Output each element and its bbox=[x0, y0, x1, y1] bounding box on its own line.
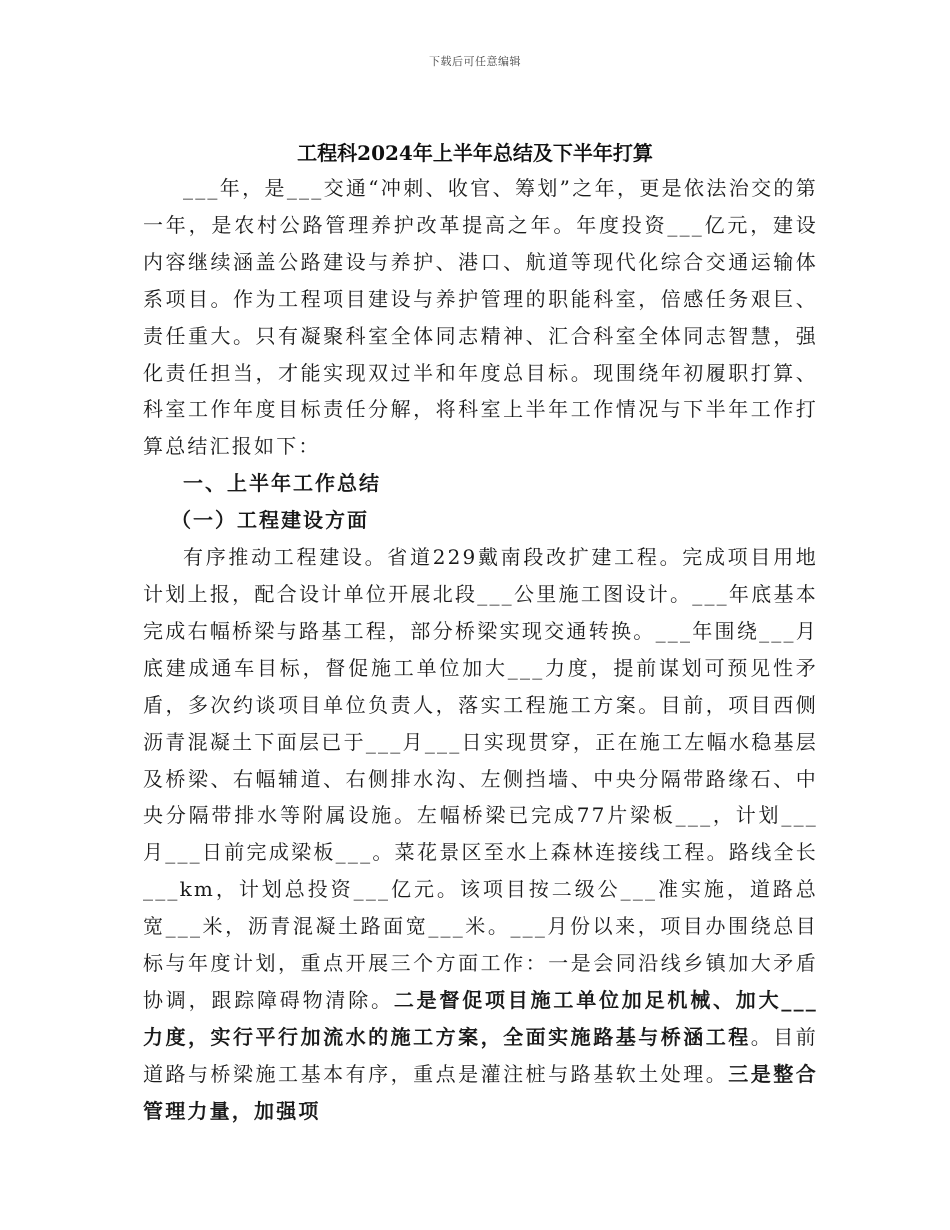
paragraph-text-part1: 有序推动工程建设。省道229戴南段改扩建工程。完成项目用地计划上报，配合设计单位开展北段___公里施工图设计。___年底基本完成右幅桥梁与路基工程，部分桥梁实现交通转换。___年围绕___月底建成通车目标，督促施工单位加大___力度，提前谋划可预见性矛盾，多次约谈项目单位负责人，落实工程施工方案。目前，项目西侧沥青混凝土下面层已于___月___日实现贯穿，正在施工左幅水稳基层及桥梁、右幅辅道、右侧排水沟、左侧挡墙、中央分隔带路缘石、中央分隔带排水等附属设施。左幅桥梁已完成77片梁板___，计划___月___日前完成梁板___。菜花景区至水上森林连接线工程。路线全长___km，计划总投资___亿元。该项目按二级公___准实施，道路总宽___米，沥青混凝土路面宽___米。___月份以来，项目办围绕总目标与年度计划，重点开展三个方面工作：一是会同沿线乡镇加大矛盾协调，跟踪障碍物清除。 bbox=[143, 545, 818, 1012]
paragraph-text-part2: 。目前道路与桥梁施工基本有序，重点是灌注桩与路基软土处理。 bbox=[143, 1024, 818, 1086]
subsection-heading-engineering-construction: （一）工程建设方面 bbox=[171, 508, 369, 533]
section-heading-first-half-summary: 一、上半年工作总结 bbox=[183, 471, 381, 496]
bold-text-second-point: 二是督促项目施工单位加足机械、加大___力度，实行平行加流水的施工方案，全面实施路基与桥涵工程 bbox=[143, 987, 819, 1049]
document-title: 工程科2024年上半年总结及下半年打算 bbox=[297, 141, 653, 166]
intro-paragraph: ___年，是___交通“冲刺、收官、筹划”之年，更是依法治交的第一年，是农村公路管理养护改革提高之年。年度投资___亿元，建设内容继续涵盖公路建设与养护、港口、航道等现代化综合交通运输体系项目。作为工程项目建设与养护管理的职能科室，倍感任务艰巨、责任重大。只有凝聚科室全体同志精神、汇合科室全体同志智慧，强化责任担当，才能实现双过半和年度总目标。现围绕年初履职打算、科室工作年度目标责任分解，将科室上半年工作情况与下半年工作打算总结汇报如下： bbox=[143, 176, 818, 459]
construction-paragraph bbox=[143, 539, 818, 1130]
document-body bbox=[143, 170, 818, 1130]
bold-text-third-point: 三是整合管理力量，加强项 bbox=[143, 1061, 818, 1123]
header-note: 下载后可任意编辑 bbox=[429, 55, 521, 68]
